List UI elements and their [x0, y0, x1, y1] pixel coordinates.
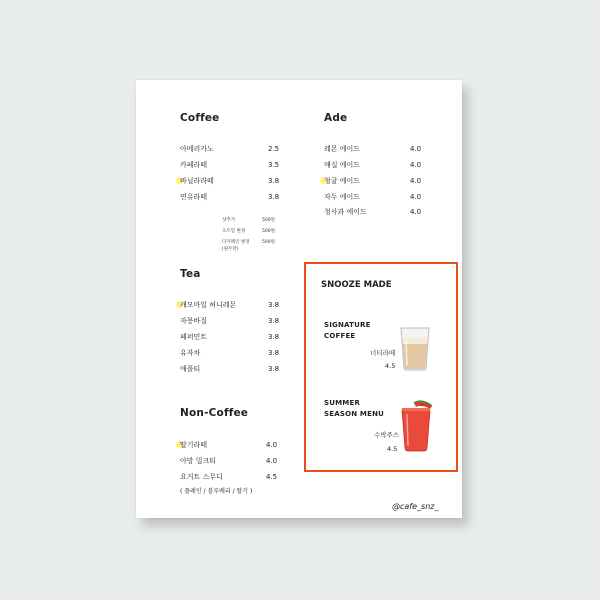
snooze-title: SNOOZE MADE — [321, 280, 392, 290]
summer-label: SUMMER SEASON MENU — [324, 399, 385, 418]
watermelon-juice-icon — [398, 400, 436, 454]
summer-name: 수박주스 — [374, 431, 400, 439]
coffee-title: Coffee — [180, 112, 220, 124]
noncoffee-title: Non-Coffee — [180, 407, 249, 419]
summer-price: 4.5 — [387, 445, 398, 453]
signature-name: 너티라떼 — [370, 349, 396, 357]
instagram-handle: @cafe_snz_ — [392, 502, 439, 511]
latte-glass-icon — [398, 326, 432, 372]
tea-title: Tea — [180, 268, 201, 280]
signature-label: SIGNATURE COFFEE — [324, 321, 371, 340]
signature-price: 4.5 — [385, 362, 396, 370]
ade-title: Ade — [324, 112, 348, 124]
